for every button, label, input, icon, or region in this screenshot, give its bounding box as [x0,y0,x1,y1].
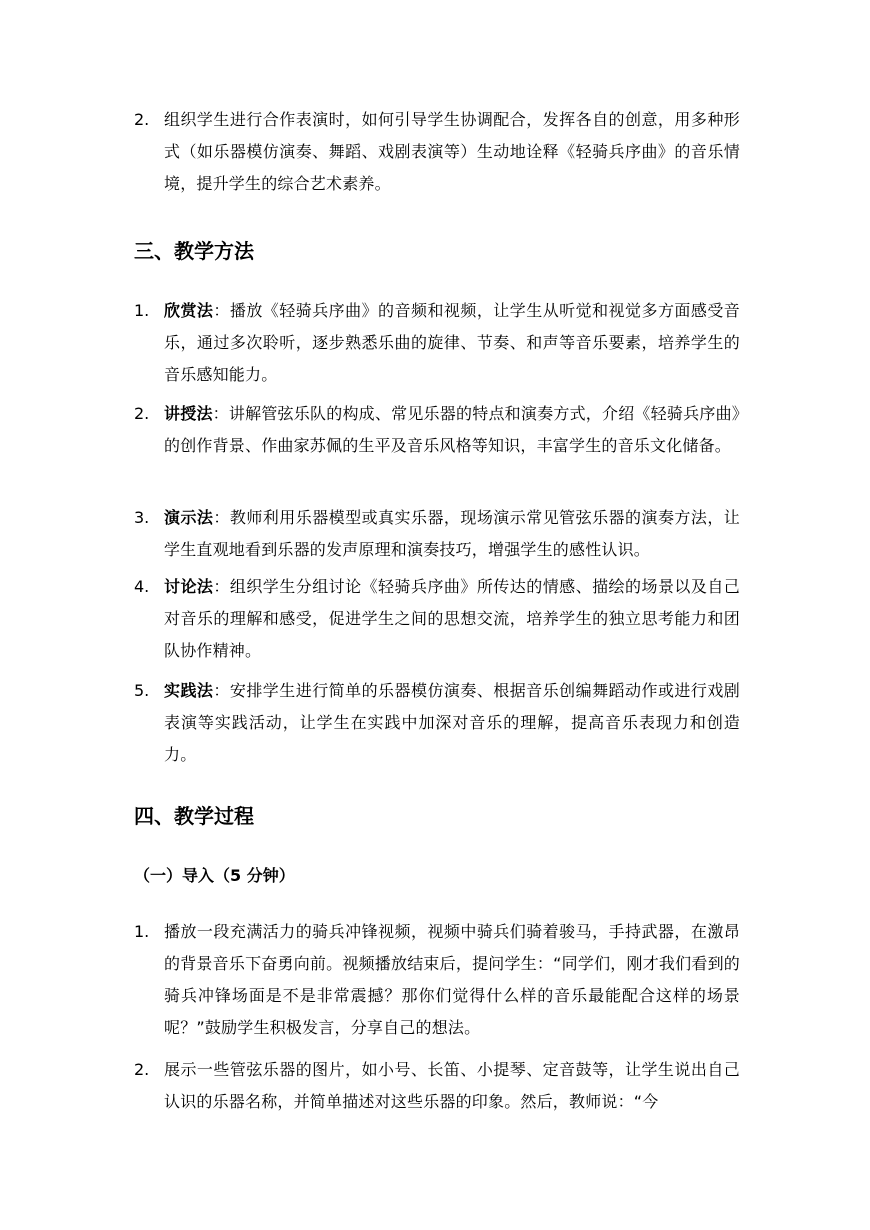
method-term: 讨论法 [164,577,214,596]
list-number: 2. [134,1060,150,1079]
list-text [164,398,740,462]
method-description: ：安排学生进行简单的乐器模仿演奏、根据音乐创编舞蹈动作或进行戏剧表演等实践活动，让学生在实践中加深对音乐的理解，提高音乐表现力和创造力。 [164,681,740,764]
list-item [134,502,740,566]
list-text: 展示一些管弦乐器的图片，如小号、长笛、小提琴、定音鼓等，让学生说出自己认识的乐器名称，并简单描述对这些乐器的印象。然后，教师说：“今 [164,1060,740,1111]
list-text [164,675,740,771]
list-number: 3. [134,508,150,527]
method-description: ：组织学生分组讨论《轻骑兵序曲》所传达的情感、描绘的场景以及自己对音乐的理解和感受，促进学生之间的思想交流，培养学生的独立思考能力和团队协作精神。 [164,577,740,660]
list-text [164,502,740,566]
list-item [134,1054,740,1118]
list-item [134,675,740,771]
list-number: 2. [134,110,150,129]
method-term: 讲授法 [164,404,213,423]
list-item [134,104,740,200]
list-text [164,571,740,667]
method-term: 欣赏法 [164,301,214,320]
subsection-heading: （一）导入（5 分钟） [134,866,295,885]
method-description: ：播放《轻骑兵序曲》的音频和视频，让学生从听觉和视觉多方面感受音乐，通过多次聆听，逐步熟悉乐曲的旋律、节奏、和声等音乐要素，培养学生的音乐感知能力。 [164,301,740,384]
section-heading: 四、教学过程 [134,804,254,828]
list-number: 5. [134,681,150,700]
list-number: 2. [134,404,150,423]
list-item [134,916,740,1044]
method-term: 演示法 [164,508,214,527]
method-term: 实践法 [164,681,214,700]
list-item [134,398,740,462]
list-text: 播放一段充满活力的骑兵冲锋视频，视频中骑兵们骑着骏马，手持武器，在激昂的背景音乐下奋勇向前。视频播放结束后，提问学生：“同学们，刚才我们看到的骑兵冲锋场面是不是非常震撼？那你们觉得什么样的音乐最能配合这样的场景呢？”鼓励学生积极发言，分享自己的想法。 [164,922,740,1037]
list-number: 1. [134,922,150,941]
list-item [134,571,740,667]
list-text: 组织学生进行合作表演时，如何引导学生协调配合，发挥各自的创意，用多种形式（如乐器模仿演奏、舞蹈、戏剧表演等）生动地诠释《轻骑兵序曲》的音乐情境，提升学生的综合艺术素养。 [164,110,740,193]
list-number: 1. [134,301,150,320]
list-text [164,295,740,391]
section-heading: 三、教学方法 [134,239,254,263]
list-item [134,295,740,391]
method-description: ：教师利用乐器模型或真实乐器，现场演示常见管弦乐器的演奏方法，让学生直观地看到乐器的发声原理和演奏技巧，增强学生的感性认识。 [164,508,740,559]
method-description: ：讲解管弦乐队的构成、常见乐器的特点和演奏方式，介绍《轻骑兵序曲》的创作背景、作曲家苏佩的生平及音乐风格等知识，丰富学生的音乐文化储备。 [164,404,740,455]
list-number: 4. [134,577,150,596]
